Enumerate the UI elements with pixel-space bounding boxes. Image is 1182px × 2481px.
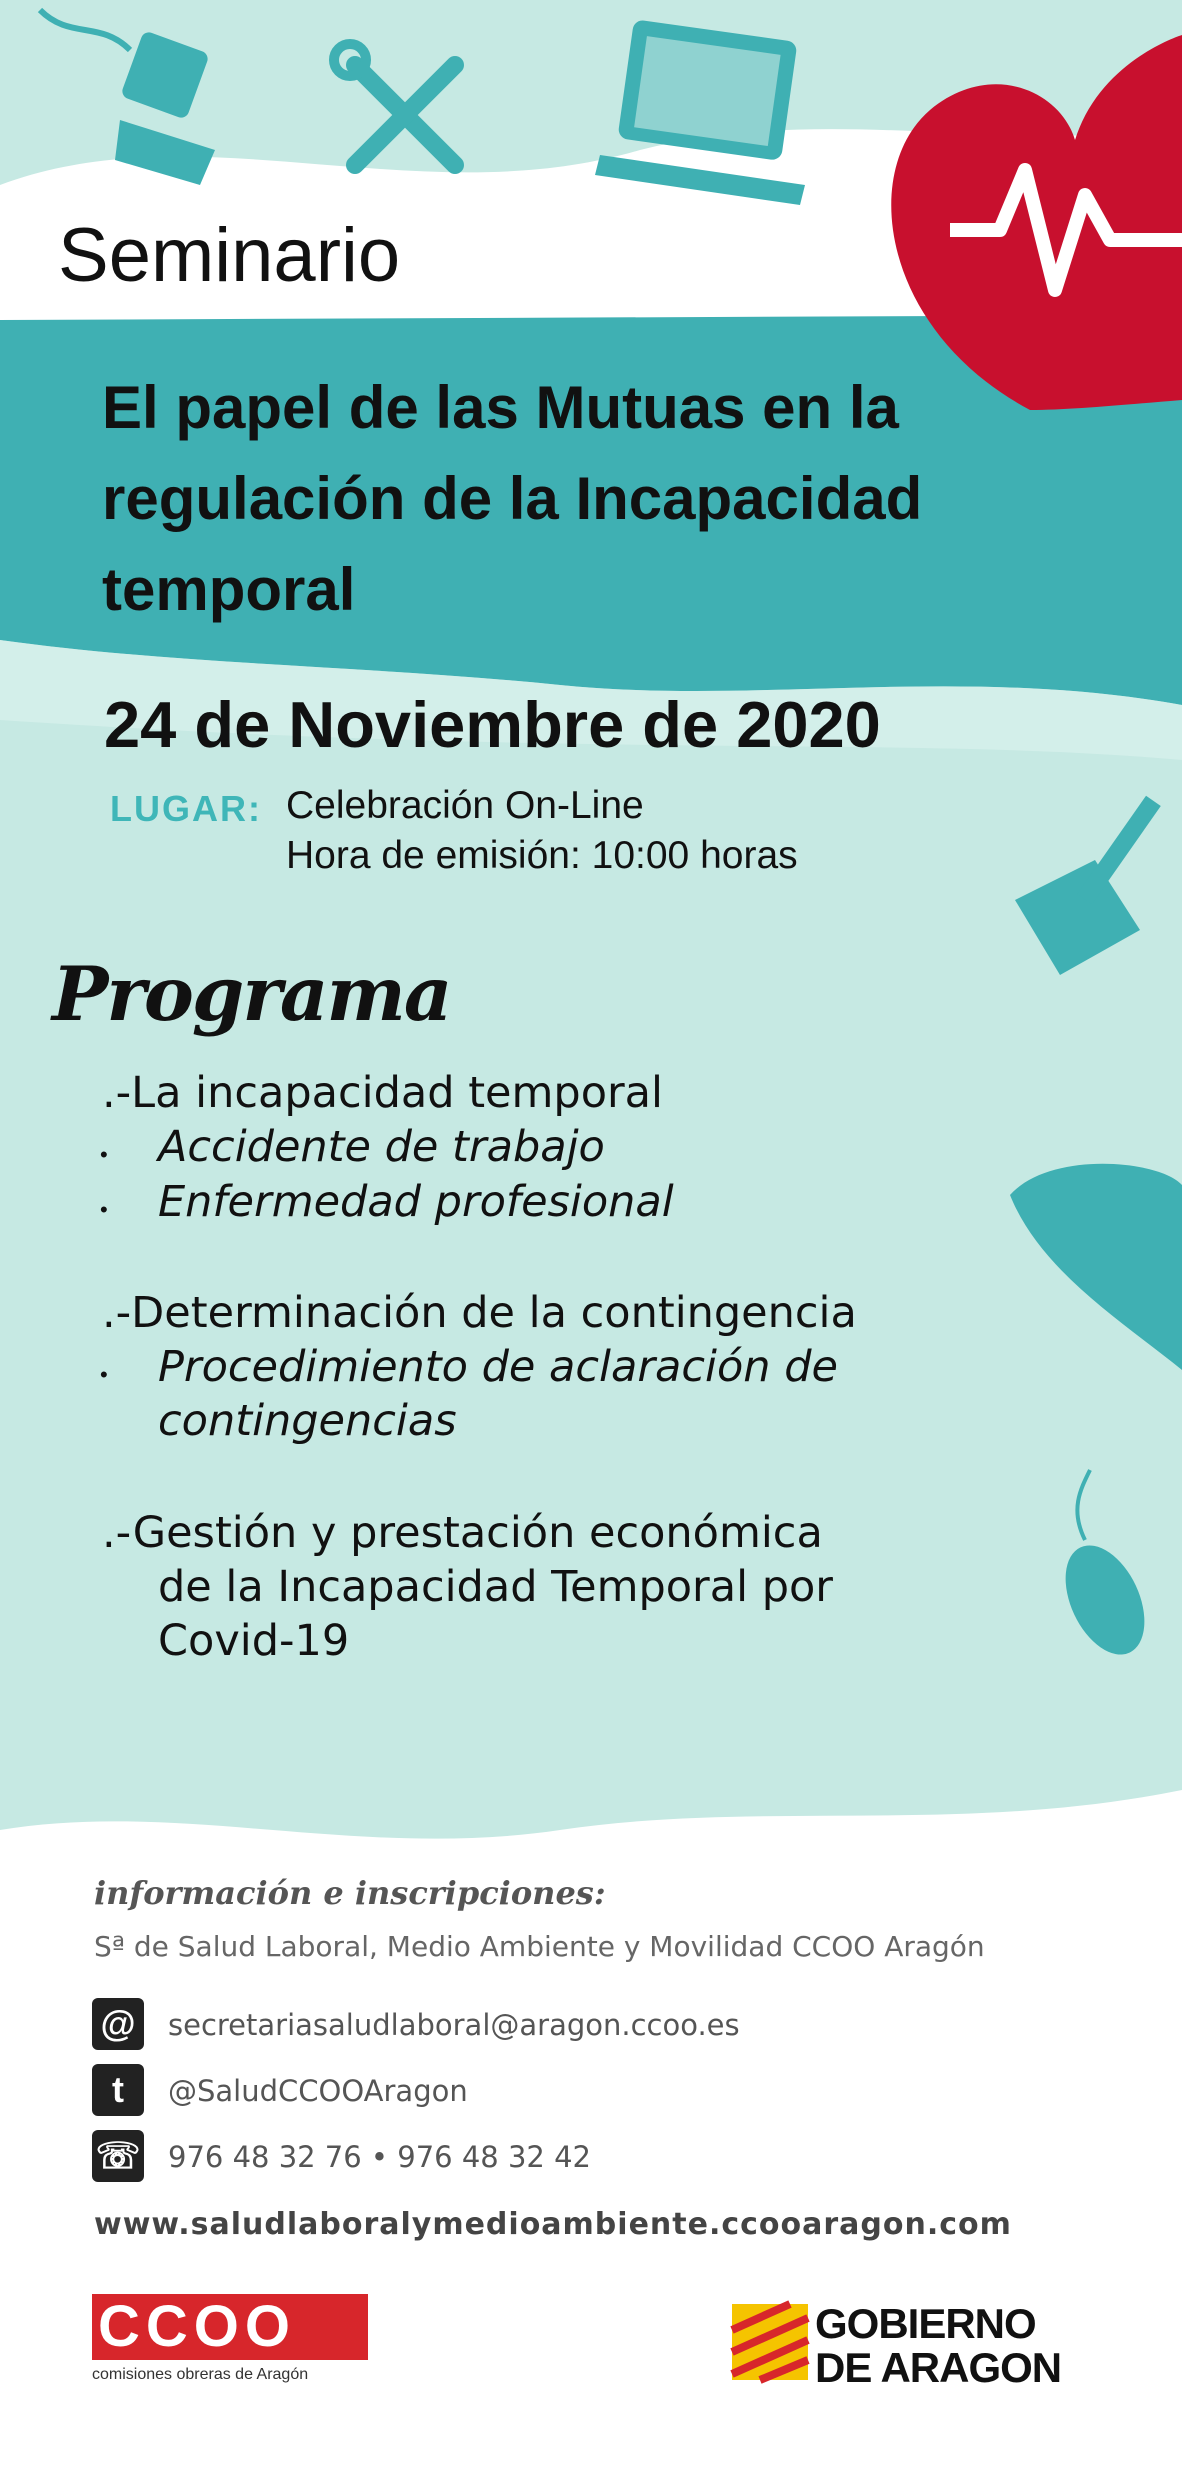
info-heading: información e inscripciones:: [94, 1874, 606, 1912]
bullet-icon: •: [100, 1142, 108, 1167]
email-link[interactable]: secretariasaludlaboral@aragon.ccoo.es: [168, 2008, 740, 2042]
gobierno-logo-line2: DE ARAGON: [815, 2344, 1062, 2391]
program-subitem: Accidente de trabajo: [158, 1122, 605, 1172]
info-organization: Sª de Salud Laboral, Medio Ambiente y Movilidad CCOO Aragón: [94, 1930, 985, 1963]
twitter-icon: t: [92, 2064, 144, 2116]
ccoo-caption: comisiones obreras de Aragón: [92, 2366, 309, 2383]
title-line: temporal: [102, 556, 356, 623]
program-item-3-cont: de la Incapacidad Temporal por: [158, 1562, 833, 1612]
program-item-3: .-Gestión y prestación económica: [102, 1508, 823, 1558]
aragon-flag-logo: [732, 2304, 808, 2380]
lugar-time: Hora de emisión: 10:00 horas: [286, 834, 798, 877]
program-item-2: .-Determinación de la contingencia: [102, 1288, 857, 1338]
twitter-link[interactable]: @SaludCCOOAragon: [168, 2074, 468, 2108]
title-line: El papel de las Mutuas en la: [102, 374, 899, 441]
lugar-location: Celebración On-Line: [286, 784, 644, 827]
seminar-kicker: Seminario: [58, 213, 401, 298]
gobierno-logo-line1: GOBIERNO: [815, 2300, 1036, 2347]
event-date: 24 de Noviembre de 2020: [104, 688, 881, 761]
lugar-label: LUGAR:: [110, 788, 262, 829]
website-link[interactable]: www.saludlaboralymedioambiente.ccooaragon.com: [94, 2207, 1012, 2242]
bullet-icon: •: [100, 1197, 108, 1222]
phone-numbers: 976 48 32 76 • 976 48 32 42: [168, 2140, 591, 2174]
program-item-1: .-La incapacidad temporal: [102, 1068, 663, 1118]
seminar-title: [102, 362, 1042, 635]
program-item-3-cont: Covid-19: [158, 1616, 350, 1666]
programa-heading: Programa: [52, 950, 451, 1038]
program-subitem-cont: contingencias: [158, 1396, 457, 1446]
program-subitem: Procedimiento de aclaración de: [158, 1342, 838, 1392]
program-subitem: Enfermedad profesional: [158, 1177, 674, 1227]
phone-icon: ☏: [92, 2130, 144, 2182]
ccoo-logo-text: CCOO: [98, 2294, 296, 2359]
email-icon: @: [92, 1998, 144, 2050]
bullet-icon: •: [100, 1362, 108, 1387]
title-line: regulación de la Incapacidad: [102, 465, 923, 532]
